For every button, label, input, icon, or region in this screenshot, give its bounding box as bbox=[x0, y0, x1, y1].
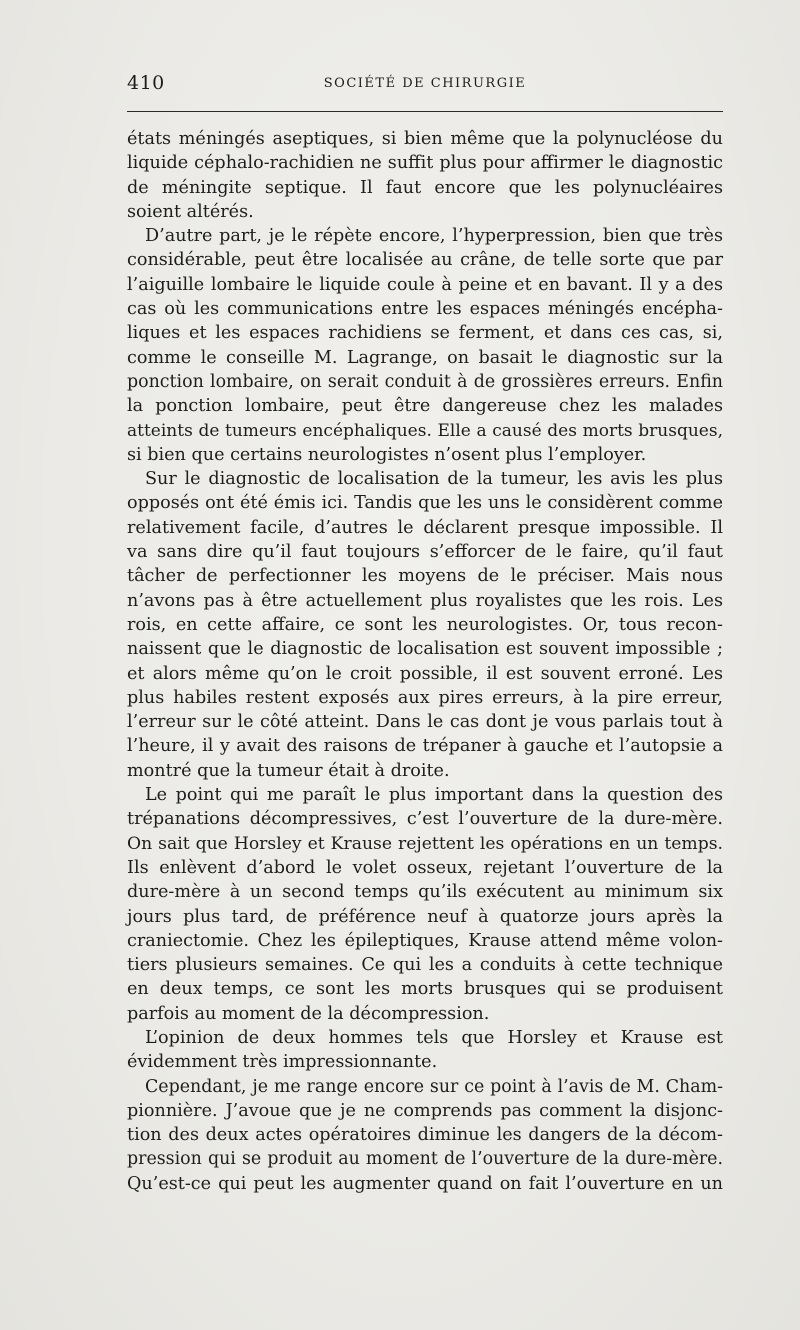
text-line: l’aiguille lombaire le liquide coule à peine et en bavant. Il y a des bbox=[127, 274, 723, 295]
text-line: L’opinion de deux hommes tels que Horsley et Krause est bbox=[145, 1027, 723, 1048]
text-line: dure-mère à un second temps qu’ils exécutent au minimum six bbox=[127, 882, 723, 903]
text-line: de méningite septique. Il faut encore que les polynucléaires bbox=[127, 177, 723, 198]
header-rule bbox=[127, 111, 723, 112]
body-text bbox=[127, 127, 723, 1196]
running-head: SOCIÉTÉ DE CHIRURGIE bbox=[323, 76, 527, 91]
text-line: liquide céphalo-rachidien ne suffit plus pour affirmer le diagnostic bbox=[127, 153, 723, 174]
text-line: Le point qui me paraît le plus important dans la question des bbox=[145, 785, 723, 806]
text-line: n’avons pas à être actuellement plus royalistes que les rois. Les bbox=[127, 590, 723, 611]
text-line: Qu’est-ce qui peut les augmenter quand on fait l’ouverture en un bbox=[127, 1173, 723, 1194]
text-line: la ponction lombaire, peut être dangereuse chez les malades bbox=[127, 396, 723, 417]
text-line: évidemment très impressionnante. bbox=[127, 1052, 438, 1073]
text-line: l’heure, il y avait des raisons de trépaner à gauche et l’autopsie a bbox=[127, 736, 723, 757]
text-line: pionnière. J’avoue que je ne comprends pas comment la disjonc- bbox=[127, 1100, 723, 1121]
text-line: tion des deux actes opératoires diminue les dangers de la décom- bbox=[127, 1125, 723, 1146]
text-line: montré que la tumeur était à droite. bbox=[127, 760, 450, 781]
text-line: tiers plusieurs semaines. Ce qui les a conduits à cette technique bbox=[127, 955, 723, 976]
text-line: naissent que le diagnostic de localisation est souvent impossible ; bbox=[127, 639, 723, 660]
text-line: tâcher de perfectionner les moyens de le préciser. Mais nous bbox=[127, 566, 723, 587]
text-line: en deux temps, ce sont les morts brusques qui se produisent bbox=[127, 979, 723, 1000]
text-line: pression qui se produit au moment de l’ouverture de la dure-mère. bbox=[127, 1149, 723, 1170]
text-line: considérable, peut être localisée au crâne, de telle sorte que par bbox=[127, 250, 723, 271]
text-line: Cependant, je me range encore sur ce point à l’avis de M. Cham- bbox=[145, 1076, 723, 1097]
text-line: relativement facile, d’autres le déclarent presque impossible. Il bbox=[127, 517, 723, 538]
text-line: et alors même qu’on le croit possible, il est souvent erroné. Les bbox=[127, 663, 723, 684]
text-line: états méningés aseptiques, si bien même que la polynucléose du bbox=[127, 129, 723, 149]
text-line: opposés ont été émis ici. Tandis que les uns le considèrent comme bbox=[127, 493, 723, 514]
text-line: comme le conseille M. Lagrange, on basait le diagnostic sur la bbox=[127, 347, 723, 368]
text-line: plus habiles restent exposés aux pires erreurs, à la pire erreur, bbox=[127, 687, 723, 708]
text-line: liques et les espaces rachidiens se ferment, et dans ces cas, si, bbox=[127, 323, 723, 344]
text-line: Ils enlèvent d’abord le volet osseux, rejetant l’ouverture de la bbox=[127, 857, 723, 878]
text-line: soient altérés. bbox=[127, 201, 254, 222]
text-line: si bien que certains neurologistes n’osent plus l’employer. bbox=[127, 444, 647, 465]
text-line: Sur le diagnostic de localisation de la tumeur, les avis les plus bbox=[145, 469, 723, 490]
text-line: cas où les communications entre les espaces méningés encépha- bbox=[127, 299, 723, 320]
text-line: va sans dire qu’il faut toujours s’efforcer de le faire, qu’il faut bbox=[127, 542, 723, 563]
text-line: ponction lombaire, on serait conduit à de grossières erreurs. Enfin bbox=[127, 371, 723, 392]
text-line: atteints de tumeurs encéphaliques. Elle a causé des morts brusques, bbox=[127, 420, 723, 441]
page-header bbox=[127, 72, 723, 96]
page-number: 410 bbox=[127, 72, 165, 94]
text-line: trépanations décompressives, c’est l’ouverture de la dure-mère. bbox=[127, 809, 723, 830]
text-line: parfois au moment de la décompression. bbox=[127, 1003, 490, 1024]
text-line: jours plus tard, de préférence neuf à quatorze jours après la bbox=[127, 906, 723, 927]
text-line: On sait que Horsley et Krause rejettent les opérations en un temps. bbox=[127, 833, 723, 854]
text-line: craniectomie. Chez les épileptiques, Krause attend même volon- bbox=[127, 930, 723, 951]
text-line: D’autre part, je le répète encore, l’hyperpression, bien que très bbox=[145, 226, 723, 247]
text-line: rois, en cette affaire, ce sont les neurologistes. Or, tous recon- bbox=[127, 614, 723, 635]
text-line: l’erreur sur le côté atteint. Dans le cas dont je vous parlais tout à bbox=[127, 712, 723, 733]
